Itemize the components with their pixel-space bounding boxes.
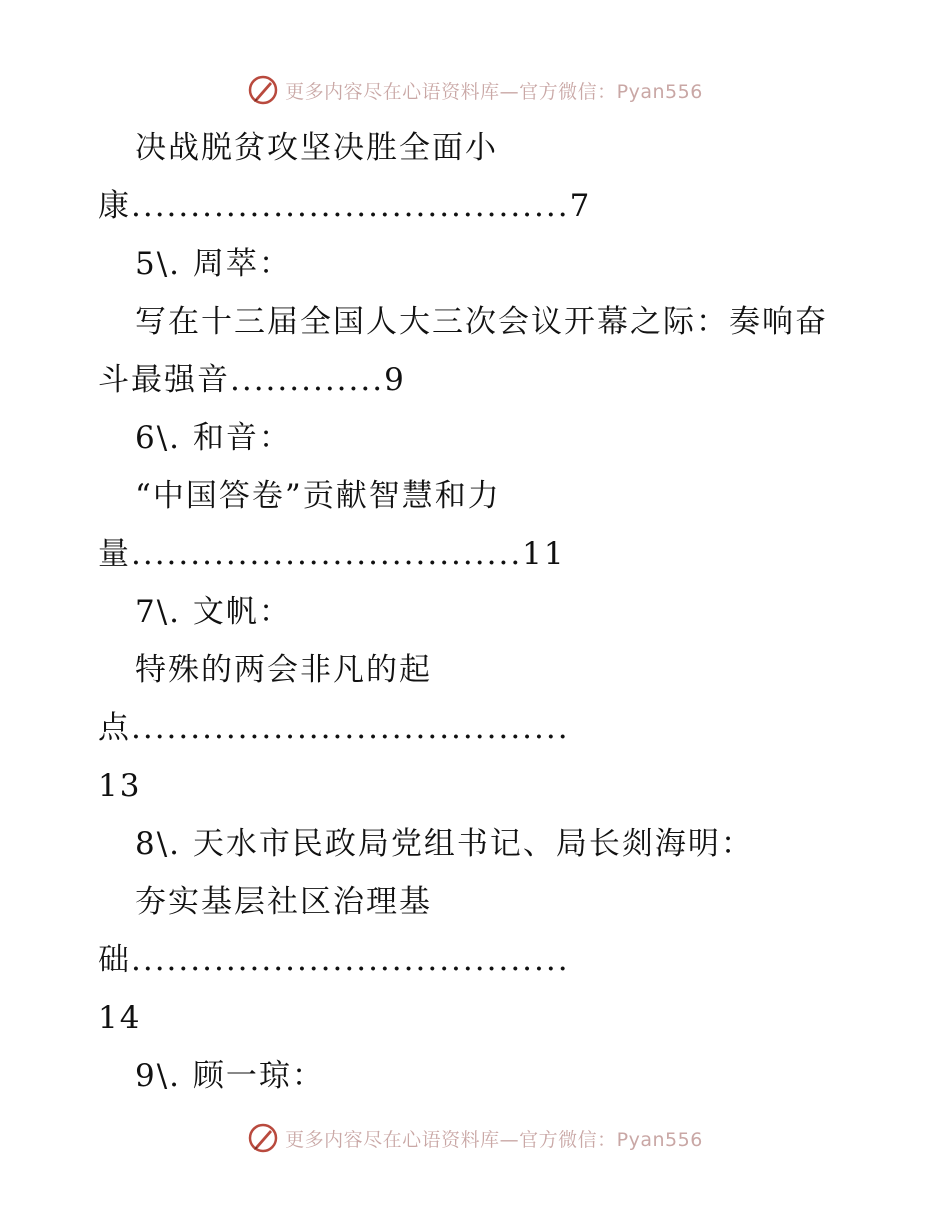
header-watermark-banner [0, 70, 950, 110]
watermark-text: 更多内容尽在心语资料库—官方微信：Pyan556 [285, 80, 703, 103]
toc-line-number: 7\. 文帆： [135, 594, 292, 630]
toc-line-title: 夯实基层社区治理基 [135, 884, 432, 920]
toc-line-title: “中国答卷”贡献智慧和力 [135, 478, 501, 514]
toc-page-number: 13 [98, 768, 142, 804]
toc-line-leader: 量.................................11 [98, 536, 566, 572]
quill-pen-seal-icon [247, 74, 279, 106]
toc-line-number: 8\. 天水市民政局党组书记、局长剡海明： [135, 826, 754, 862]
toc-line-leader: 础..................................... [98, 942, 570, 978]
toc-line-number: 9\. 顾一琼： [135, 1058, 325, 1094]
footer-watermark-banner [0, 1118, 950, 1158]
quill-pen-seal-icon [247, 1122, 279, 1154]
toc-line-number: 5\. 周萃： [135, 246, 292, 282]
toc-line-leader: 斗最强音.............9 [98, 362, 406, 398]
toc-line-title: 决战脱贫攻坚决胜全面小 [135, 130, 498, 166]
toc-page-number: 14 [98, 1000, 142, 1036]
toc-line-number: 6\. 和音： [135, 420, 292, 456]
toc-line-title: 写在十三届全国人大三次会议开幕之际：奏响奋 [135, 304, 828, 340]
toc-line-leader: 康.....................................7 [98, 188, 592, 224]
toc-line-title: 特殊的两会非凡的起 [135, 652, 432, 688]
toc-line-leader: 点..................................... [98, 710, 570, 746]
watermark-text: 更多内容尽在心语资料库—官方微信：Pyan556 [285, 1128, 703, 1151]
